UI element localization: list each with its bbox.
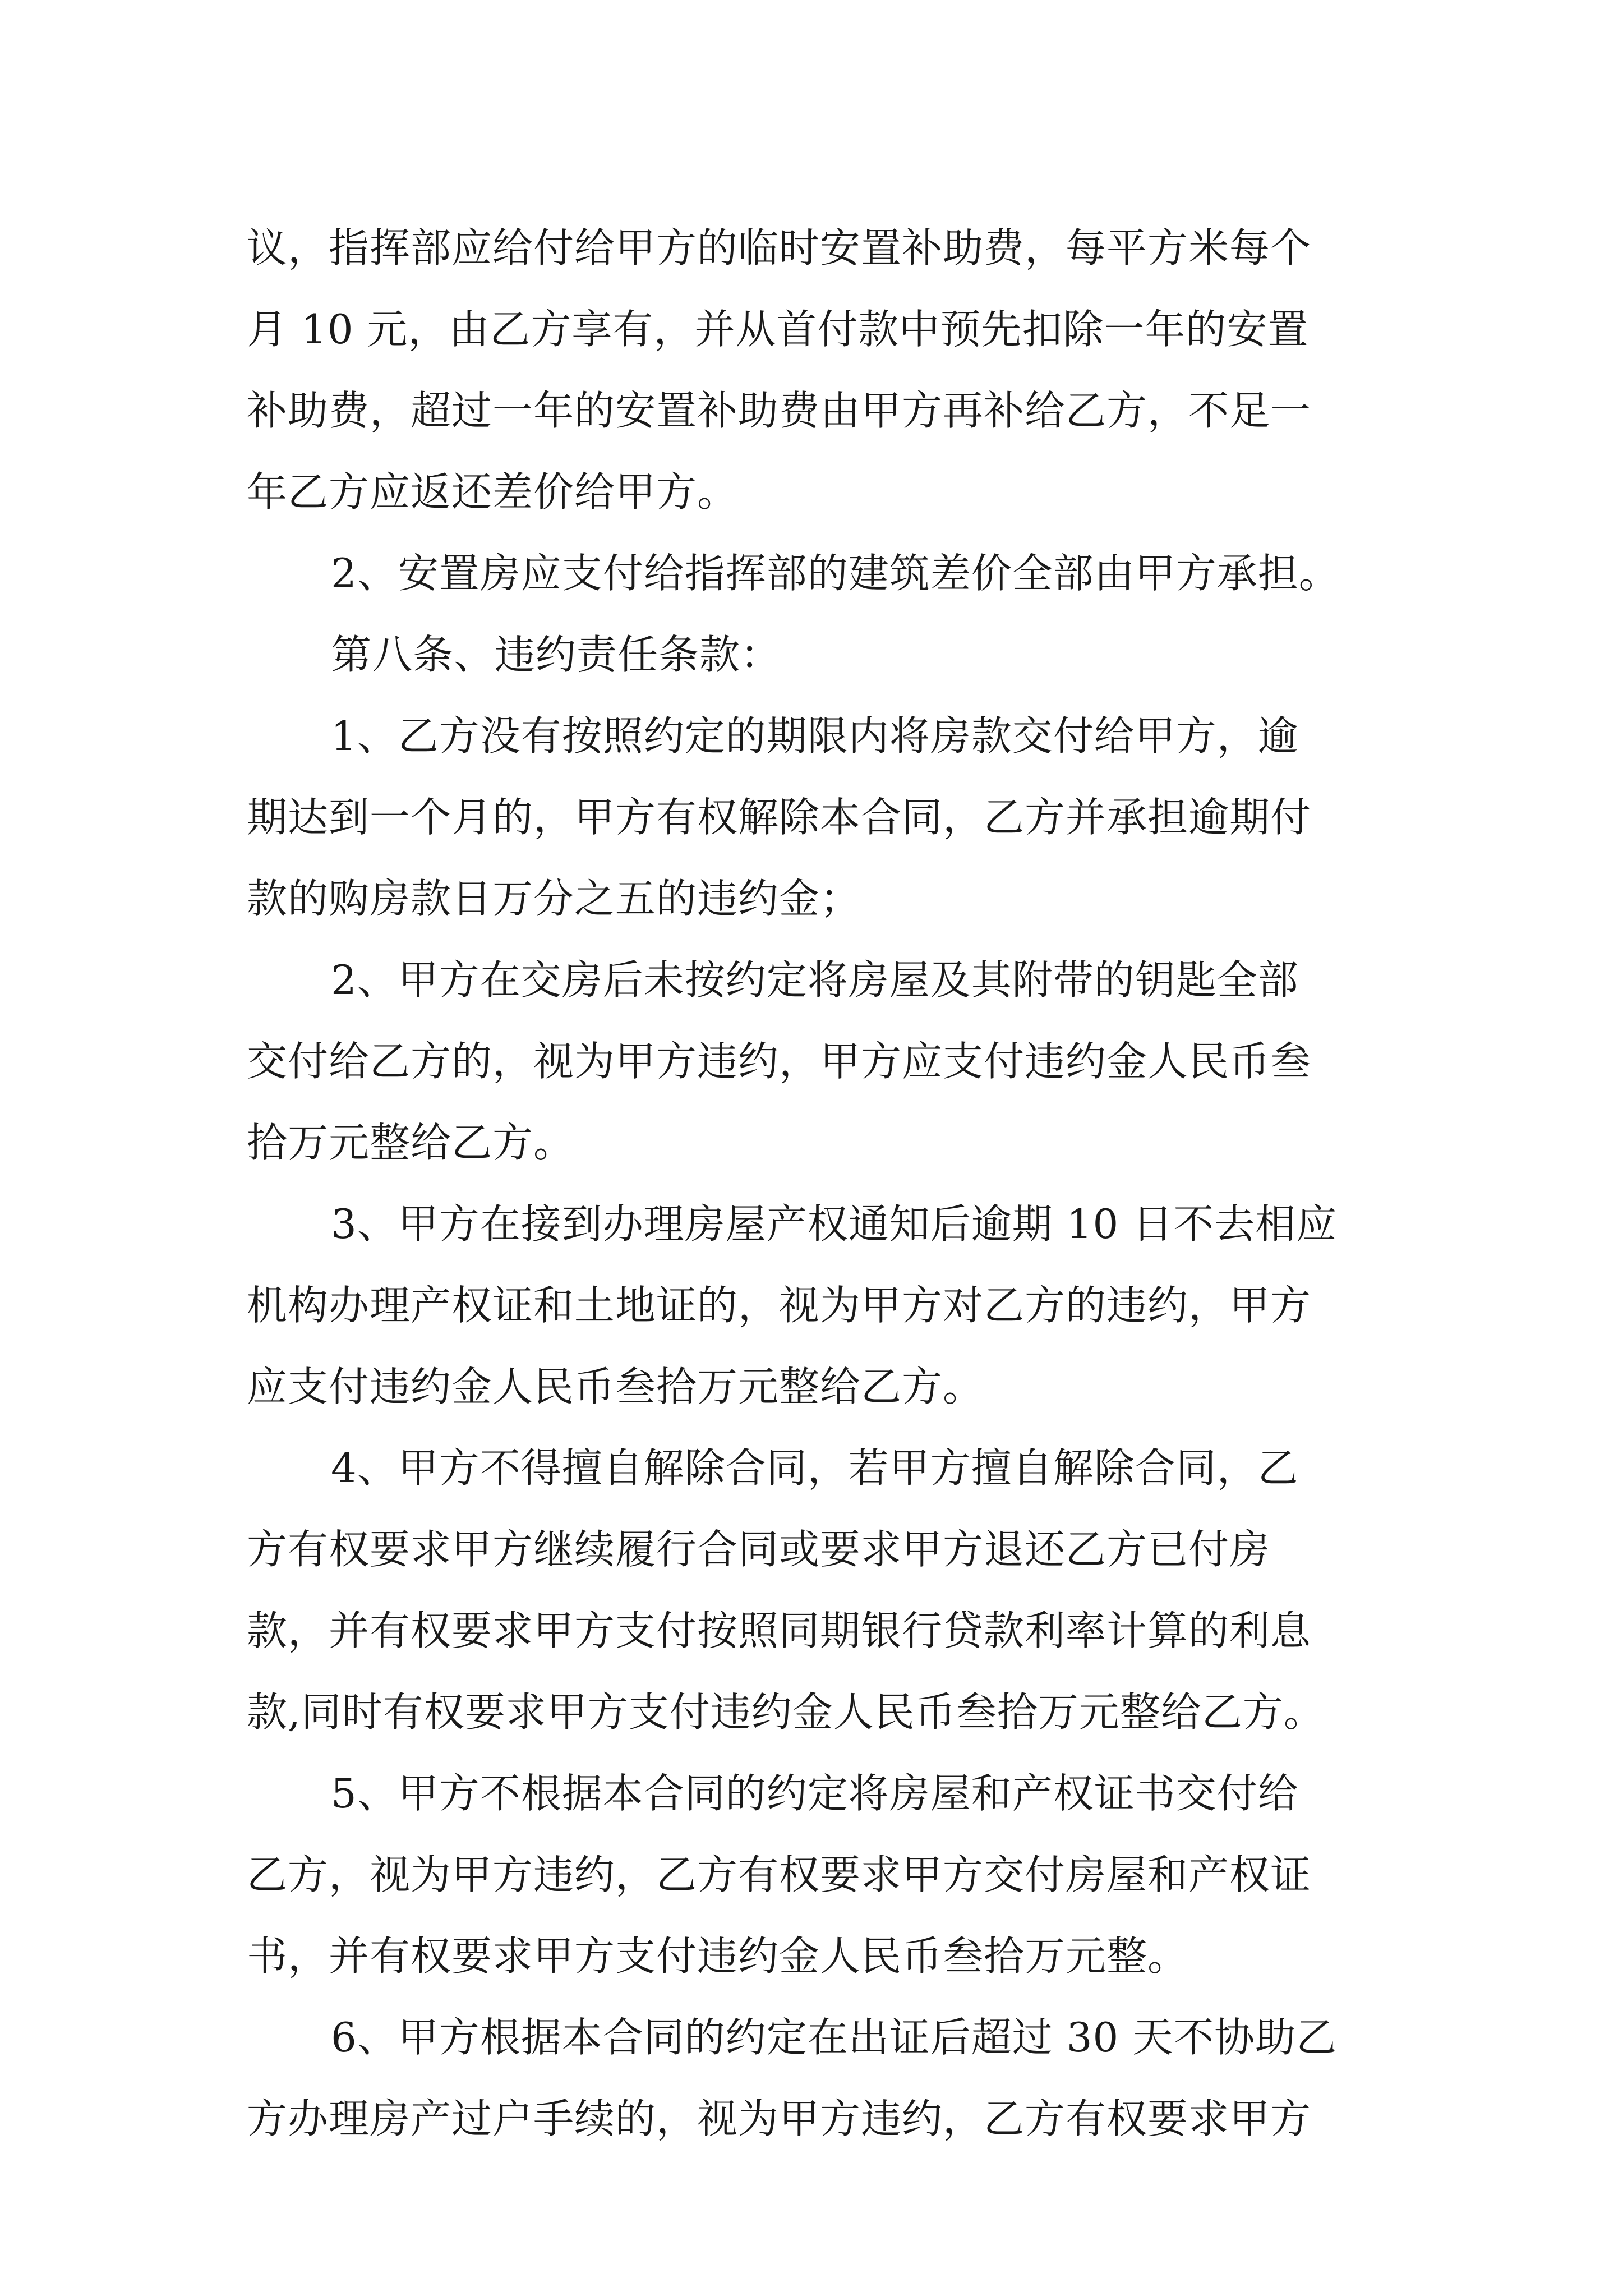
text-line: 拾万元整给乙方。 — [247, 1119, 575, 1166]
text-line: 6、甲方根据本合同的约定在出证后超过 30 天不协助乙 — [331, 2014, 1338, 2061]
text-line: 年乙方应返还差价给甲方。 — [247, 468, 739, 516]
text-line: 款，并有权要求甲方支付按照同期银行贷款利率计算的利息 — [247, 1607, 1312, 1654]
text-line: 议，指挥部应给付给甲方的临时安置补助费，每平方米每个 — [247, 224, 1312, 272]
paragraph-article-8-heading — [247, 614, 1385, 696]
text-line: 期达到一个月的，甲方有权解除本合同，乙方并承担逾期付 — [247, 794, 1312, 841]
text-line: 方有权要求甲方继续履行合同或要求甲方退还乙方已付房 — [247, 1526, 1271, 1573]
paragraph-clause-2-price-difference — [247, 533, 1385, 614]
text-line: 方办理房产过户手续的，视为甲方违约，乙方有权要求甲方 — [247, 2095, 1312, 2142]
paragraph-breach-3 — [247, 1184, 1385, 1428]
article-heading: 第八条、违约责任条款： — [331, 631, 782, 678]
text-line: 乙方，视为甲方违约，乙方有权要求甲方交付房屋和产权证 — [247, 1851, 1312, 1898]
text-line: 月 10 元，由乙方享有，并从首付款中预先扣除一年的安置 — [247, 306, 1309, 353]
paragraph-breach-5 — [247, 1753, 1385, 1997]
text-line: 交付给乙方的，视为甲方违约，甲方应支付违约金人民币叁 — [247, 1038, 1312, 1085]
text-line: 应支付违约金人民币叁拾万元整给乙方。 — [247, 1363, 984, 1410]
text-line: 2、甲方在交房后未按约定将房屋及其附带的钥匙全部 — [331, 956, 1299, 1004]
text-line: 款,同时有权要求甲方支付违约金人民币叁拾万元整给乙方。 — [247, 1688, 1325, 1736]
text-line: 书，并有权要求甲方支付违约金人民币叁拾万元整。 — [247, 1932, 1189, 1980]
text-line: 机构办理产权证和土地证的，视为甲方对乙方的违约，甲方 — [247, 1282, 1312, 1329]
text-line: 4、甲方不得擅自解除合同，若甲方擅自解除合同，乙 — [331, 1444, 1299, 1492]
text-line: 5、甲方不根据本合同的约定将房屋和产权证书交付给 — [331, 1770, 1299, 1817]
text-line: 2、安置房应支付给指挥部的建筑差价全部由甲方承担。 — [331, 550, 1340, 597]
text-line: 3、甲方在接到办理房屋产权通知后逾期 10 日不去相应 — [331, 1200, 1338, 1248]
paragraph-subsidy-continued — [247, 208, 1385, 533]
paragraph-breach-4 — [247, 1428, 1385, 1753]
paragraph-breach-6 — [247, 1997, 1385, 2160]
text-line: 款的购房款日万分之五的违约金； — [247, 875, 861, 922]
paragraph-breach-1 — [247, 696, 1385, 940]
text-line: 补助费，超过一年的安置补助费由甲方再补给乙方，不足一 — [247, 387, 1312, 434]
document-body — [247, 208, 1385, 2160]
paragraph-breach-2 — [247, 940, 1385, 1184]
text-line: 1、乙方没有按照约定的期限内将房款交付给甲方，逾 — [331, 712, 1299, 760]
